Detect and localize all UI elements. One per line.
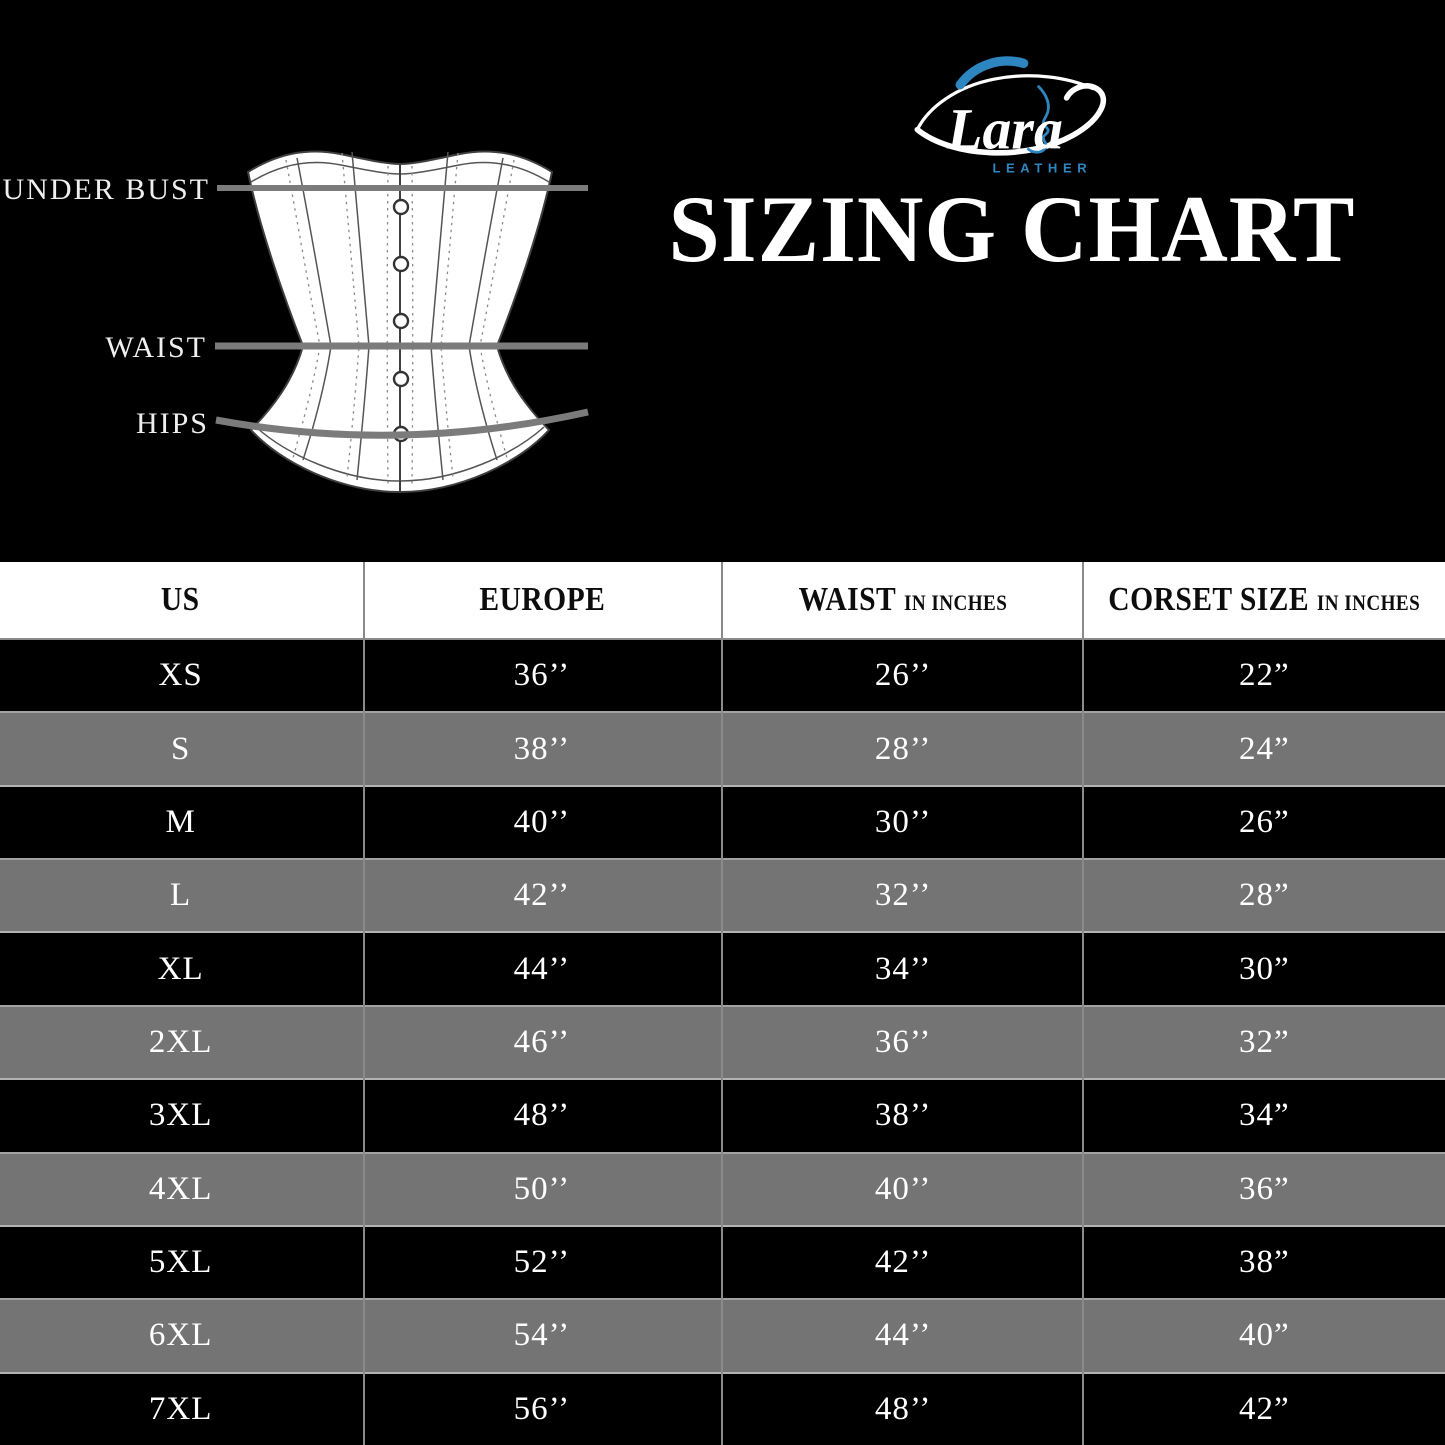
page-title: SIZING CHART (668, 176, 1356, 282)
cell-corset: 36” (1239, 1170, 1290, 1207)
header-corset-size (1084, 562, 1445, 638)
cell-corset: 32” (1239, 1023, 1290, 1060)
corset-diagram (0, 0, 620, 545)
header-us (0, 562, 361, 638)
cell-europe: 46’’ (513, 1023, 571, 1060)
header-label: US (161, 581, 200, 618)
cell-us: 7XL (148, 1390, 213, 1427)
cell-europe: 36’’ (513, 657, 571, 694)
header-suffix: IN INCHES (1316, 590, 1421, 615)
header-suffix: IN INCHES (904, 590, 1008, 615)
under-bust-label: UNDER BUST (2, 173, 210, 206)
top-banner (0, 0, 1445, 562)
column-divider (1082, 562, 1084, 1445)
cell-europe: 54’’ (513, 1317, 571, 1354)
cell-waist: 34’’ (874, 950, 932, 987)
cell-europe: 44’’ (513, 950, 571, 987)
corset-illustration (248, 151, 552, 492)
cell-corset: 30” (1239, 950, 1290, 987)
cell-waist: 26’’ (874, 657, 932, 694)
cell-corset: 40” (1239, 1317, 1290, 1354)
cell-europe: 56’’ (513, 1390, 571, 1427)
hips-label: HIPS (135, 407, 209, 440)
cell-corset: 42” (1239, 1390, 1290, 1427)
cell-europe: 50’’ (513, 1170, 571, 1207)
cell-europe: 42’’ (513, 877, 571, 914)
cell-waist: 36’’ (874, 1023, 932, 1060)
cell-europe: 38’’ (513, 730, 571, 767)
header-waist (723, 562, 1084, 638)
cell-europe: 40’’ (513, 803, 571, 840)
cell-us: L (170, 877, 192, 914)
cell-us: XS (158, 657, 203, 694)
cell-europe: 48’’ (513, 1097, 571, 1134)
cell-us: 4XL (148, 1170, 213, 1207)
header-europe (361, 562, 722, 638)
cell-us: 5XL (148, 1244, 213, 1281)
cell-us: 6XL (148, 1317, 213, 1354)
cell-us: M (165, 803, 196, 840)
column-divider (363, 562, 365, 1445)
brand-wordmark: Lara (946, 96, 1063, 162)
cell-us: 2XL (148, 1023, 213, 1060)
brand-logo (895, 40, 1130, 180)
cell-corset: 28” (1239, 877, 1290, 914)
cell-corset: 24” (1239, 730, 1290, 767)
cell-waist: 30’’ (874, 803, 932, 840)
cell-europe: 52’’ (513, 1244, 571, 1281)
cell-waist: 32’’ (874, 877, 932, 914)
waist-label: WAIST (105, 331, 207, 364)
brand-sub-wordmark: LEATHER (991, 160, 1092, 176)
cell-corset: 34” (1239, 1097, 1290, 1134)
header-label: WAIST (798, 581, 897, 618)
cell-waist: 42’’ (874, 1244, 932, 1281)
column-divider (721, 562, 723, 1445)
header-label: CORSET SIZE (1108, 581, 1310, 618)
cell-us: XL (157, 950, 204, 987)
cell-waist: 38’’ (874, 1097, 932, 1134)
cell-corset: 38” (1239, 1244, 1290, 1281)
cell-waist: 40’’ (874, 1170, 932, 1207)
cell-waist: 44’’ (874, 1317, 932, 1354)
cell-us: 3XL (148, 1097, 213, 1134)
cell-us: S (170, 730, 191, 767)
cell-corset: 22” (1239, 657, 1290, 694)
cell-waist: 28’’ (874, 730, 932, 767)
cell-waist: 48’’ (874, 1390, 932, 1427)
size-table (0, 562, 1445, 1445)
header-label: EUROPE (478, 581, 605, 618)
brand-block (612, 0, 1412, 282)
cell-corset: 26” (1239, 803, 1290, 840)
